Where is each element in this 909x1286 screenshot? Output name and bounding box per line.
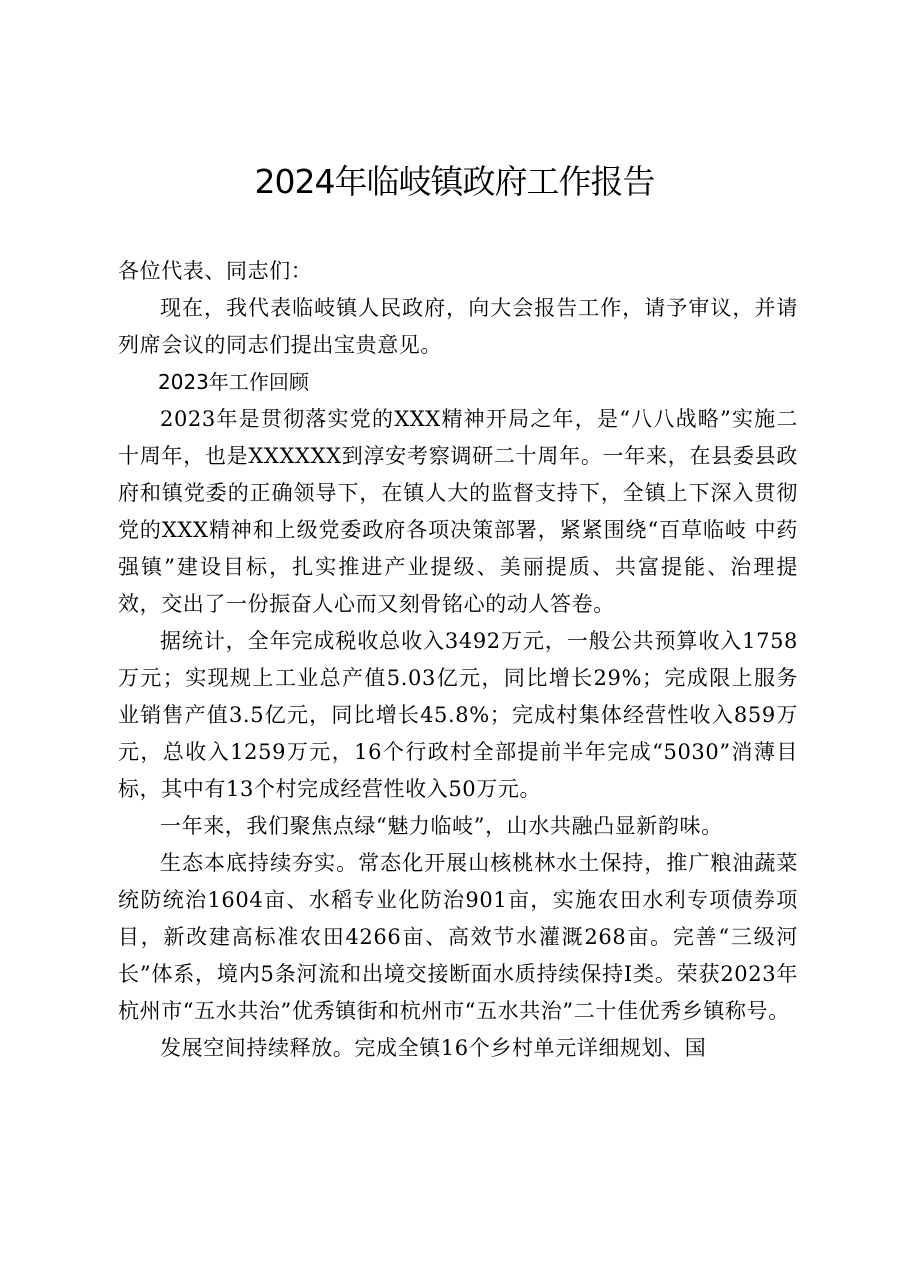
paragraph-opening: 现在，我代表临岐镇人民政府，向大会报告工作，请予审议，并请列席会议的同志们提出宝贵意见。 — [118, 296, 798, 357]
paragraph-ecology: 生态本底持续夯实。常态化开展山核桃林水土保持，推广粮油蔬菜统防统治1604亩、水稻专业化防治901亩，实施农田水利专项债券项目，新改建高标准农田4266亩、高效节水灌溉268亩。完善“三级河长”体系，境内5条河流和出境交接断面水质持续保持I类。荣获2023年杭州市“五水共治”优秀镇街和杭州市“五水共治”二十佳优秀乡镇称号。 — [118, 851, 798, 1023]
paragraph-development-space: 发展空间持续释放。完成全镇16个乡村单元详细规划、国 — [160, 1036, 707, 1060]
paragraph-2023-overview: 2023年是贯彻落实党的XXX精神开局之年，是“八八战略”实施二十周年，也是XXXXXX到淳安考察调研二十周年。一年来，在县委县政府和镇党委的正确领导下，在镇人大的监督支持下，全镇上下深入贯彻党的XXX精神和上级党委政府各项决策部署，紧紧围绕“百草临岐 中药强镇”建设目标，扎实推进产业提级、美丽提质、共富提能、治理提效，交出了一份振奋人心而又刻骨铭心的动人答卷。 — [118, 407, 798, 616]
paragraph-statistics: 据统计，全年完成税收总收入3492万元，一般公共预算收入1758万元；实现规上工业总产值5.03亿元，同比增长29%；完成限上服务业销售产值3.5亿元，同比增长45.8%；完成村集体经营性收入859万元，总收入1259万元，16个行政村全部提前半年完成“5030”消薄目标，其中有13个村完成经营性收入50万元。 — [118, 629, 798, 801]
document-title: 2024年临岐镇政府工作报告 — [254, 162, 655, 201]
salutation: 各位代表、同志们： — [118, 259, 313, 283]
paragraph-green-focus: 一年来，我们聚焦点绿“魅力临岐”，山水共融凸显新韵味。 — [160, 814, 723, 838]
section-heading-2023-review: 2023年工作回顾 — [158, 370, 309, 394]
document-body — [118, 253, 798, 1067]
